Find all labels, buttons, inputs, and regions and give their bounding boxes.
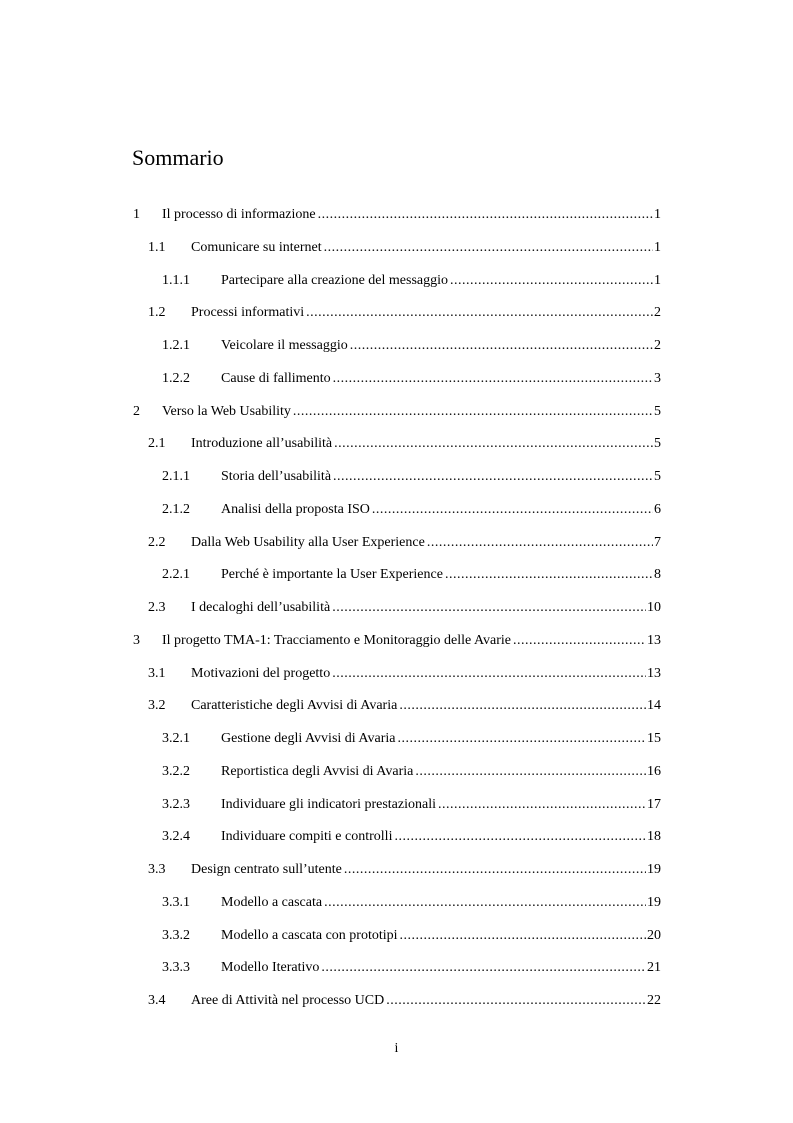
toc-entry-page: 5 [654, 403, 661, 419]
toc-entry-number: 3.1 [148, 665, 166, 681]
toc-entry-page: 3 [654, 370, 661, 386]
toc-entry[interactable] [148, 232, 661, 264]
toc-entry-page: 6 [654, 501, 661, 517]
toc-entry-page: 5 [654, 469, 661, 484]
toc-entry-page: 2 [654, 338, 661, 353]
toc-entry-number: 1 [133, 207, 140, 222]
toc-dot-leader [332, 592, 646, 624]
toc-entry-number: 3.4 [148, 993, 166, 1008]
toc-entry-page: 10 [647, 600, 661, 615]
toc-entry-title: Gestione degli Avvisi di Avaria [221, 731, 396, 746]
toc-entry-number: 1.2.1 [162, 338, 190, 353]
toc-entry-title: Storia dell’usabilità [221, 469, 332, 484]
toc-entry-number: 3.3.1 [162, 894, 190, 910]
toc-dot-leader [450, 265, 653, 297]
toc-entry-page: 7 [654, 534, 661, 550]
toc-entry[interactable] [148, 690, 661, 722]
toc-entry-number: 3.3.3 [162, 960, 190, 976]
toc-entry[interactable] [162, 494, 661, 526]
toc-entry-page: 5 [654, 436, 661, 452]
toc-entry-number: 1.1.1 [162, 272, 190, 288]
toc-entry[interactable] [162, 265, 661, 297]
toc-entry-title: Motivazioni del progetto [191, 665, 331, 681]
toc-entry-title: Il processo di informazione [162, 207, 316, 222]
toc-entry[interactable] [148, 854, 661, 886]
toc-entry-number: 3.3.2 [162, 927, 190, 943]
toc-dot-leader [372, 494, 653, 526]
toc-entry-page: 13 [647, 665, 661, 681]
toc-dot-leader [350, 330, 653, 362]
toc-entry-title: Il progetto TMA-1: Tracciamento e Monitoraggio delle Avarie [162, 632, 512, 648]
toc-dot-leader [321, 952, 646, 984]
toc-dot-leader [324, 887, 646, 919]
toc-entry-page: 1 [654, 272, 661, 288]
toc-entry-page: 16 [647, 763, 661, 779]
toc-dot-leader [306, 297, 653, 329]
toc-entry-page: 21 [647, 960, 661, 976]
toc-entry-page: 19 [647, 862, 661, 877]
toc-entry-title: Reportistica degli Avvisi di Avaria [221, 763, 414, 779]
toc-entry[interactable] [162, 330, 661, 362]
toc-dot-leader [332, 658, 646, 690]
toc-entry-title: Partecipare alla creazione del messaggio [221, 272, 448, 288]
toc-entry[interactable] [148, 527, 661, 559]
toc-entry-title: Perché è importante la User Experience [221, 567, 443, 583]
toc-dot-leader [415, 756, 646, 788]
toc-entry-page: 8 [654, 567, 661, 583]
toc-entry[interactable] [162, 952, 661, 984]
toc-entry-number: 3.2.3 [162, 796, 190, 812]
toc-entry[interactable] [162, 920, 661, 952]
toc-entry-title: Verso la Web Usability [162, 403, 291, 419]
toc-dot-leader [318, 199, 653, 231]
toc-dot-leader [394, 821, 646, 853]
toc-entry[interactable] [162, 789, 661, 821]
toc-entry-number: 1.2 [148, 305, 166, 321]
toc-entry-number: 2.1.2 [162, 501, 190, 517]
toc-entry-title: Modello a cascata [221, 894, 323, 910]
toc-entry[interactable] [162, 821, 661, 853]
toc-entry-title: Cause di fallimento [221, 370, 331, 386]
toc-entry-title: Analisi della proposta ISO [221, 501, 370, 517]
toc-entry-title: Modello a cascata con prototipi [221, 927, 398, 943]
toc-entry-number: 1.1 [148, 239, 166, 255]
toc-entry-number: 3.2.2 [162, 763, 190, 779]
toc-dot-leader [427, 527, 653, 559]
toc-entry-number: 3.2.1 [162, 731, 190, 746]
toc-dot-leader [386, 985, 646, 1017]
toc-entry-title: I decaloghi dell’usabilità [191, 600, 331, 615]
toc-entry[interactable] [133, 625, 661, 657]
toc-entry-page: 2 [654, 305, 661, 321]
toc-entry-title: Dalla Web Usability alla User Experience [191, 534, 425, 550]
toc-entry-number: 2.2.1 [162, 567, 190, 583]
toc-entry[interactable] [148, 658, 661, 690]
toc-dot-leader [438, 789, 646, 821]
toc-entry[interactable] [162, 887, 661, 919]
toc-entry[interactable] [162, 363, 661, 395]
toc-entry[interactable] [148, 985, 661, 1017]
toc-entry-title: Design centrato sull’utente [191, 862, 342, 877]
toc-entry-title: Caratteristiche degli Avvisi di Avaria [191, 698, 398, 714]
toc-entry[interactable] [133, 199, 661, 231]
toc-entry-title: Individuare compiti e controlli [221, 829, 393, 845]
toc-entry-number: 2.3 [148, 600, 166, 615]
toc-entry-title: Modello Iterativo [221, 960, 320, 976]
toc-entry-title: Aree di Attività nel processo UCD [191, 993, 385, 1008]
toc-entry-number: 3.3 [148, 862, 166, 877]
toc-dot-leader [513, 625, 646, 657]
toc-entry-title: Veicolare il messaggio [221, 338, 348, 353]
toc-entry[interactable] [162, 461, 661, 493]
toc-dot-leader [293, 396, 653, 428]
toc-dot-leader [334, 428, 653, 460]
toc-dot-leader [333, 461, 653, 493]
toc-entry-page: 20 [647, 927, 661, 943]
toc-entry-page: 1 [654, 239, 661, 255]
toc-dot-leader [399, 690, 646, 722]
page-title: Sommario [132, 145, 224, 170]
toc-dot-leader [324, 232, 653, 264]
toc-entry-number: 2.2 [148, 534, 166, 550]
toc-entry[interactable] [148, 428, 661, 460]
toc-entry[interactable] [162, 756, 661, 788]
toc-entry-page: 13 [647, 632, 661, 648]
toc-entry-number: 1.2.2 [162, 370, 190, 386]
toc-entry-number: 2 [133, 403, 140, 419]
toc-entry-page: 18 [647, 829, 661, 845]
toc-entry-title: Introduzione all’usabilità [191, 436, 333, 452]
toc-entry-number: 2.1.1 [162, 469, 190, 484]
toc-entry[interactable] [133, 396, 661, 428]
toc-entry[interactable] [162, 723, 661, 755]
page-number: i [394, 1041, 399, 1056]
toc-entry-title: Comunicare su internet [191, 239, 322, 255]
toc-dot-leader [445, 559, 653, 591]
toc-entry-page: 22 [647, 993, 661, 1008]
toc-entry[interactable] [148, 297, 661, 329]
toc-entry[interactable] [148, 592, 661, 624]
toc-entry[interactable] [162, 559, 661, 591]
toc-dot-leader [344, 854, 646, 886]
toc-dot-leader [333, 363, 653, 395]
toc-entry-page: 14 [647, 698, 661, 714]
toc-dot-leader [397, 723, 646, 755]
toc-entry-title: Processi informativi [191, 305, 305, 321]
toc-entry-number: 3.2 [148, 698, 166, 714]
toc-entry-page: 15 [647, 731, 661, 746]
toc-entry-title: Individuare gli indicatori prestazionali [221, 796, 436, 812]
toc-entry-page: 1 [654, 207, 661, 222]
toc-entry-number: 2.1 [148, 436, 166, 452]
toc-dot-leader [400, 920, 647, 952]
toc-entry-page: 19 [647, 894, 661, 910]
toc-entry-number: 3.2.4 [162, 829, 190, 845]
toc-entry-page: 17 [647, 796, 661, 812]
toc-entry-number: 3 [133, 632, 140, 648]
